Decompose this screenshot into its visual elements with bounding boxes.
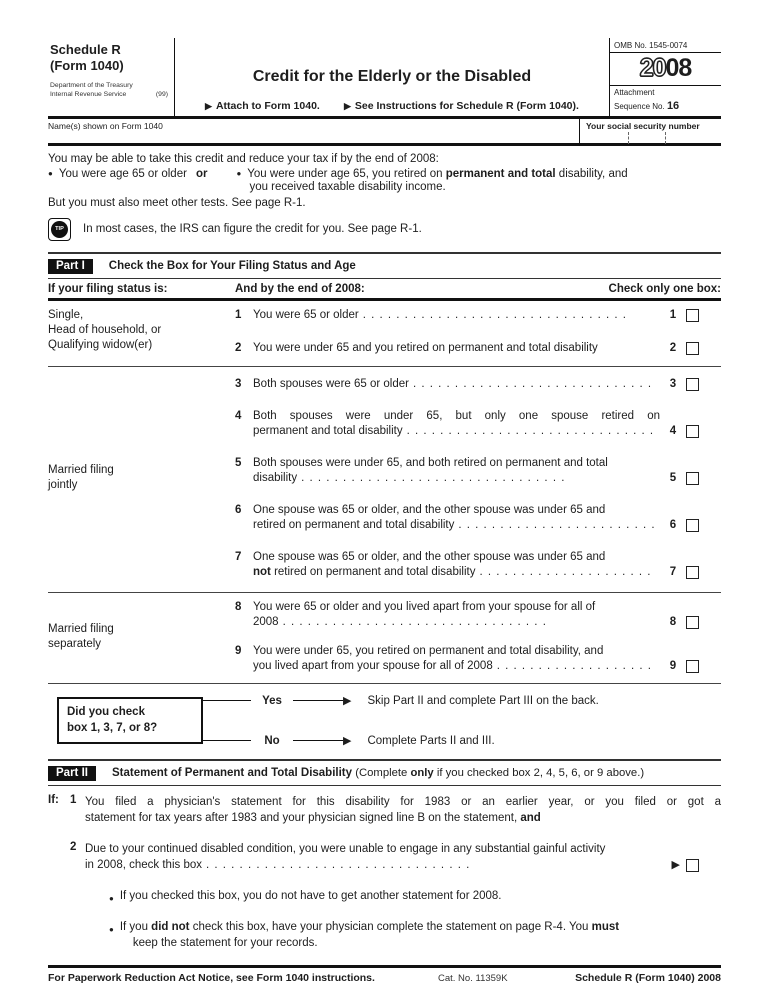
right-arrow-icon: ▶ <box>343 100 351 111</box>
year-outline: 20 <box>639 54 666 82</box>
right-arrow-icon: ▶ <box>671 858 680 871</box>
dot-leader <box>479 565 656 580</box>
dot-leader <box>301 471 656 486</box>
right-arrow-icon: ▶ <box>343 695 352 708</box>
dept-line2: Internal Revenue Service <box>50 90 127 98</box>
group3-label: Married filing separately <box>48 622 114 650</box>
part2-title: Statement of Permanent and Total Disability (Complete only if you checked box 2, 4, 5, 6, or 9 above.) <box>111 767 645 780</box>
attach-note: ▶ Attach to Form 1040. <box>205 99 320 112</box>
connector-line <box>293 700 343 701</box>
intro-line2: But you must also meet other tests. See page R-1. <box>48 196 306 209</box>
filing-status-line-9: 9 You were under 65, you retired on permanent and total disability, and you lived apart from your spouse for all of 2008 . 9 <box>235 644 721 674</box>
group2-label: Married filing jointly <box>48 464 114 492</box>
tip-text: In most cases, the IRS can figure the credit for you. See page R-1. <box>83 223 422 236</box>
paperwork-notice: For Paperwork Reduction Act Notice, see Form 1040 instructions. <box>48 971 375 984</box>
eligibility-bullet-2: ● You were under age 65, you retired on permanent and total disability, and you received taxable disability income. <box>236 167 628 193</box>
eligibility-bullet-1: ● You were age 65 or older or <box>48 167 208 180</box>
part2-condition-1: If: 1 You filed a physician's statement for this disability for 1983 or an earlier year, or you filed or got a statement for tax years after 1983 and your physician signed line B on the statement, and <box>48 793 721 824</box>
part2-note-2-line2: keep the statement for your records. <box>132 936 318 949</box>
form-number: (Form 1040) <box>50 57 124 73</box>
dept-code: (99) <box>155 90 168 98</box>
checkbox-box-3[interactable] <box>686 378 699 391</box>
part2-header <box>48 761 721 786</box>
dept-line1: Department of the Treasury <box>50 82 133 90</box>
dot-leader <box>206 857 664 873</box>
connector-line <box>203 740 251 741</box>
attachment-sequence: Attachment Sequence No. 16 <box>614 88 680 112</box>
part2-note-2: ● If you did not check this box, have your physician complete the statement on page R-4. You must keep the statement for your records. <box>109 919 721 951</box>
yes-label: Yes <box>262 694 282 707</box>
part2-condition-2: 2 Due to your continued disabled condition, you were unable to engage in any substantial gainful activity in 2008, check this box . ▶ <box>48 841 721 873</box>
decision-question-box: Did you check box 1, 3, 7, or 8? <box>57 697 203 744</box>
decision-flow <box>48 684 721 761</box>
spacer <box>48 841 70 873</box>
part2-badge: Part II <box>48 766 96 781</box>
yes-result: Skip Part II and complete Part III on the back. <box>367 694 599 707</box>
ssn-field[interactable] <box>579 119 721 143</box>
part1-column-headers <box>48 279 721 301</box>
intro-line1: You may be able to take this credit and reduce your tax if by the end of 2008: <box>48 152 439 165</box>
bullet-icon: ● <box>109 924 114 934</box>
bullet-icon: ● <box>48 168 53 178</box>
year-bold: 08 <box>665 54 692 82</box>
checkbox-box-6[interactable] <box>686 519 699 532</box>
right-arrow-icon: ▶ <box>343 735 352 748</box>
filing-status-line-2: 2 You were under 65 and you retired on permanent and total disability 2 <box>235 341 721 356</box>
bullet-icon: ● <box>109 893 114 903</box>
form-header <box>48 38 721 119</box>
checkbox-box-4[interactable] <box>686 425 699 438</box>
filing-status-line-6: 6 One spouse was 65 or older, and the other spouse was under 65 and retired on permanent and total disability . 6 <box>235 503 721 533</box>
part1-title: Check the Box for Your Filing Status and Age <box>108 260 356 273</box>
decision-no-row <box>203 733 721 749</box>
sequence-number: 16 <box>666 99 680 112</box>
checkbox-box-9[interactable] <box>686 660 699 673</box>
name-label: Name(s) shown on Form 1040 <box>48 120 163 131</box>
filing-status-line-1: 1 You were 65 or older . 1 <box>235 308 721 323</box>
col-filing-status: If your filing status is: <box>48 282 168 295</box>
no-result: Complete Parts II and III. <box>367 734 495 747</box>
filing-group-married-separately <box>48 593 721 684</box>
see-instructions-note: ▶ See Instructions for Schedule R (Form 1040). <box>343 99 579 112</box>
dot-leader <box>363 308 656 323</box>
dot-leader <box>283 615 656 630</box>
checkbox-box-1[interactable] <box>686 309 699 322</box>
form-title: Credit for the Elderly or the Disabled <box>252 67 532 85</box>
eligibility-bullet-2-line2: you received taxable disability income. <box>249 180 446 193</box>
decision-yes-row <box>203 693 721 709</box>
filing-status-line-7: 7 One spouse was 65 or older, and the other spouse was under 65 and not retired on permanent and total disability . 7 <box>235 550 721 580</box>
form-footer <box>48 965 721 984</box>
checkbox-disability-2008[interactable] <box>686 859 699 872</box>
intro-section <box>48 146 721 254</box>
checkbox-box-8[interactable] <box>686 616 699 629</box>
part2-subtitle: (Complete only if you checked box 2, 4, 5, 6, or 9 above.) <box>355 767 645 780</box>
part1-header <box>48 254 721 279</box>
checkbox-box-7[interactable] <box>686 566 699 579</box>
connector-line <box>203 700 251 701</box>
tip-icon: TIP <box>48 218 71 241</box>
name-field[interactable] <box>48 119 579 143</box>
filing-status-line-8: 8 You were 65 or older and you lived apart from your spouse for all of 2008 . 8 <box>235 600 721 630</box>
dot-leader <box>407 424 656 439</box>
part1-badge: Part I <box>48 259 93 274</box>
bullet-icon: ● <box>236 168 242 178</box>
part2-note-1: ● If you checked this box, you do not have to get another statement for 2008. <box>109 888 721 904</box>
dot-leader <box>458 518 656 533</box>
omb-block <box>609 38 721 116</box>
schedule-name: Schedule R <box>50 42 121 57</box>
ssn-label: Your social security number <box>586 120 700 131</box>
filing-group-single <box>48 301 721 367</box>
part2-body <box>48 786 721 951</box>
dot-leader <box>497 659 656 674</box>
catalog-number: Cat. No. 11359K <box>438 972 508 984</box>
ssn-separators <box>586 132 721 144</box>
checkbox-box-2[interactable] <box>686 342 699 355</box>
footer-form-id: Schedule R (Form 1040) 2008 <box>575 971 721 984</box>
form-id-block <box>48 38 175 116</box>
col-end-of-2008: And by the end of 2008: <box>235 282 365 295</box>
right-arrow-icon: ▶ <box>205 100 212 111</box>
filing-status-line-4: 4 Both spouses were under 65, but only one spouse retired on permanent and total disability . 4 <box>235 409 721 439</box>
filing-group-married-jointly <box>48 367 721 593</box>
filing-status-line-5: 5 Both spouses were under 65, and both retired on permanent and total disability . 5 <box>235 456 721 486</box>
connector-line <box>293 740 343 741</box>
spacer <box>602 341 656 356</box>
tax-year <box>610 53 721 86</box>
checkbox-box-5[interactable] <box>686 472 699 485</box>
title-block <box>175 38 609 116</box>
group1-label: Single, Head of household, or Qualifying widow(er) <box>48 308 162 351</box>
dot-leader <box>413 377 656 392</box>
col-check-one-box: Check only one box: <box>608 282 721 295</box>
omb-number: OMB No. 1545-0074 <box>610 38 721 53</box>
filing-status-line-3: 3 Both spouses were 65 or older . 3 <box>235 377 721 392</box>
no-label: No <box>264 734 280 747</box>
